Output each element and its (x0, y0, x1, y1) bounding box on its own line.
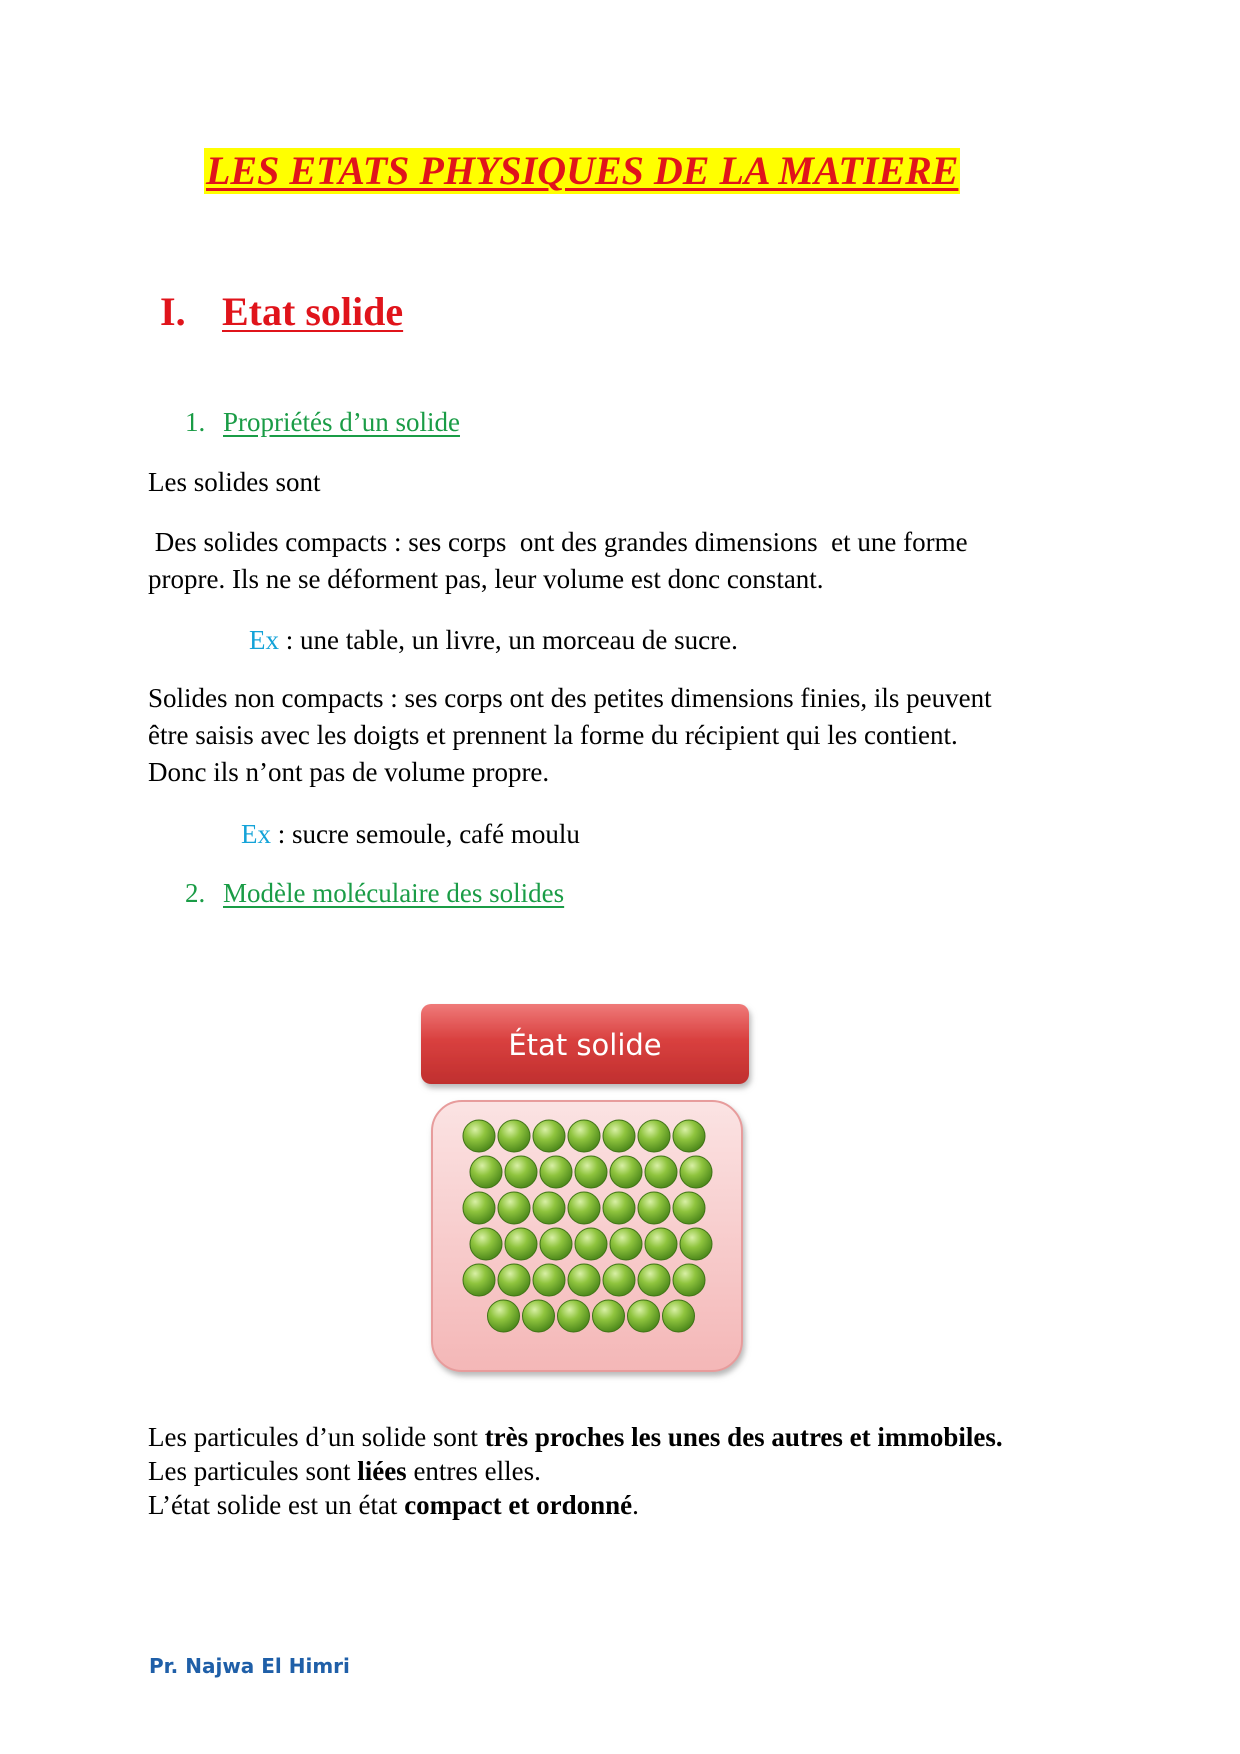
conclusion-text: . (632, 1490, 639, 1520)
particle (680, 1156, 712, 1188)
particle (470, 1156, 502, 1188)
conclusion-line-1 (148, 1420, 1003, 1454)
particle (505, 1156, 537, 1188)
example-1 (249, 622, 738, 659)
particle (603, 1192, 635, 1224)
conclusion-text: entres elles. (406, 1456, 541, 1486)
particle (603, 1264, 635, 1296)
conclusion-text: L’état solide est un état (148, 1490, 405, 1520)
subsection-label: Modèle moléculaire des solides (223, 878, 565, 908)
particle (638, 1192, 670, 1224)
particle (628, 1300, 660, 1332)
particle (673, 1120, 705, 1152)
particle (638, 1120, 670, 1152)
particle (498, 1120, 530, 1152)
page-title: LES ETATS PHYSIQUES DE LA MATIERE (206, 148, 959, 193)
compact-paragraph (148, 524, 968, 598)
particle (505, 1228, 537, 1260)
example-label: Ex (241, 819, 271, 849)
subsection-label: Propriétés d’un solide (223, 407, 460, 437)
particle (593, 1300, 625, 1332)
particle (540, 1228, 572, 1260)
section-number: I. (160, 289, 186, 334)
conclusion-bold: liées (357, 1456, 407, 1486)
particle (568, 1120, 600, 1152)
compact-line-1: Des solides compacts : ses corps ont des grandes dimensions et une forme (148, 527, 968, 557)
particle (540, 1156, 572, 1188)
particle (498, 1264, 530, 1296)
particle (533, 1264, 565, 1296)
subsection-number: 1. (185, 407, 206, 437)
particle (463, 1264, 495, 1296)
particle (645, 1156, 677, 1188)
conclusion-bold: compact et ordonné (404, 1490, 633, 1520)
particle (575, 1156, 607, 1188)
particle (568, 1192, 600, 1224)
section-heading-etat-solide (160, 288, 403, 335)
noncompact-line-3: Donc ils n’ont pas de volume propre. (148, 757, 550, 787)
example-text: : une table, un livre, un morceau de sucre. (279, 625, 738, 655)
conclusion-paragraph (148, 1420, 1003, 1522)
conclusion-line-3 (148, 1488, 1003, 1522)
conclusion-text: Les particules d’un solide sont (148, 1422, 485, 1452)
particle (463, 1120, 495, 1152)
particle (663, 1300, 695, 1332)
particle (470, 1228, 502, 1260)
particle (558, 1300, 590, 1332)
solid-state-diagram (418, 1003, 758, 1393)
particle (645, 1228, 677, 1260)
diagram-header-label: État solide (508, 1028, 662, 1062)
subsection-heading-proprietes (185, 407, 460, 438)
particle (610, 1228, 642, 1260)
particle (498, 1192, 530, 1224)
noncompact-line-1: Solides non compacts : ses corps ont des petites dimensions finies, ils peuvent (148, 683, 992, 713)
intro-text: Les solides sont (148, 467, 321, 497)
compact-line-2: propre. Ils ne se déforment pas, leur volume est donc constant. (148, 564, 824, 594)
solid-state-diagram-svg (418, 1003, 758, 1393)
example-2 (241, 816, 580, 853)
noncompact-line-2: être saisis avec les doigts et prennent la forme du récipient qui les contient. (148, 720, 958, 750)
particle (523, 1300, 555, 1332)
author-footer: Pr. Najwa El Himri (149, 1654, 350, 1678)
conclusion-line-2 (148, 1454, 1003, 1488)
particle (575, 1228, 607, 1260)
particle (610, 1156, 642, 1188)
particle (488, 1300, 520, 1332)
example-text: : sucre semoule, café moulu (271, 819, 580, 849)
particle (603, 1120, 635, 1152)
particle (533, 1192, 565, 1224)
noncompact-paragraph (148, 680, 992, 791)
particle (463, 1192, 495, 1224)
subsection-heading-modele (185, 878, 564, 909)
particle (673, 1192, 705, 1224)
section-label: Etat solide (222, 289, 404, 334)
particle (638, 1264, 670, 1296)
particle (568, 1264, 600, 1296)
conclusion-text: Les particules sont (148, 1456, 358, 1486)
example-label: Ex (249, 625, 279, 655)
particle (673, 1264, 705, 1296)
conclusion-bold: très proches les unes des autres et immobiles. (484, 1422, 1003, 1452)
particle (680, 1228, 712, 1260)
particle (533, 1120, 565, 1152)
subsection-number: 2. (185, 878, 206, 908)
